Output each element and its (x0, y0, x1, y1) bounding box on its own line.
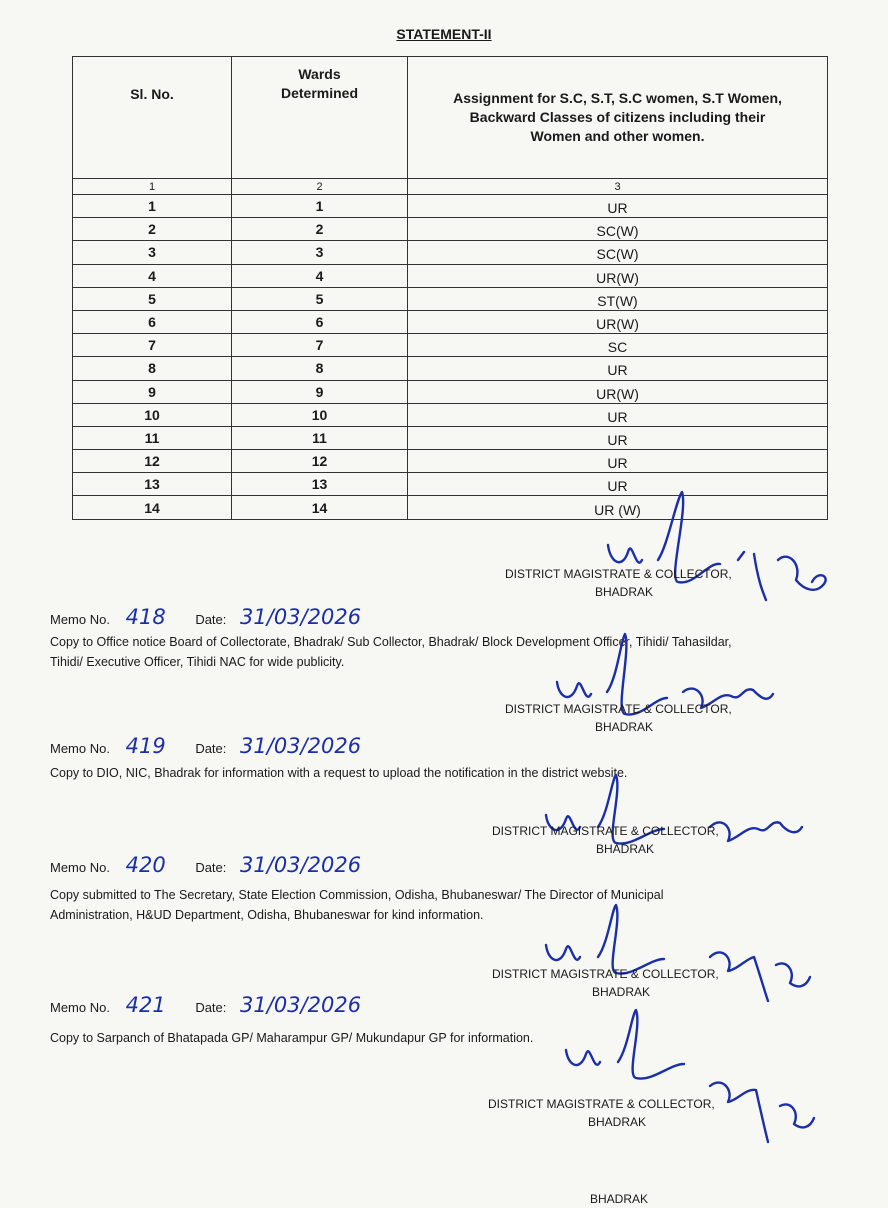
memo-text-line: Copy to DIO, NIC, Bhadrak for information with a request to upload the notification in the district website. (50, 766, 628, 780)
sl-no: 2 (73, 218, 232, 241)
signatory-title: DISTRICT MAGISTRATE & COLLECTOR, (488, 1097, 715, 1111)
sl-no: 7 (73, 334, 232, 357)
memo-line-420 (50, 853, 361, 877)
table-row (73, 287, 828, 310)
date-label: Date: (195, 612, 227, 627)
ward-assignment-table (72, 56, 828, 520)
header-assignment: Assignment for S.C, S.T, S.C women, S.T Women, Backward Classes of citizens including their Women and other women. (408, 57, 828, 179)
memo-date: 31/03/2026 (240, 605, 362, 629)
assignment: UR (408, 195, 828, 218)
signatory-block-3 (492, 822, 719, 858)
sl-no: 6 (73, 310, 232, 333)
memo-label: Memo No. (50, 612, 110, 627)
footer-fragment: BHADRAK (590, 1192, 649, 1206)
sl-no: 3 (73, 241, 232, 264)
memo-number: 418 (125, 605, 166, 629)
signatory-title: DISTRICT MAGISTRATE & COLLECTOR, (505, 567, 732, 581)
memo-text-line: Administration, H&UD Department, Odisha, Bhubaneswar for kind information. (50, 908, 484, 922)
ward-number: 14 (232, 496, 408, 519)
ward-number: 3 (232, 241, 408, 264)
signatory-block-1 (505, 565, 732, 601)
sl-no: 1 (73, 195, 232, 218)
signatory-block-2 (505, 700, 732, 736)
memo-line-418 (50, 605, 361, 629)
sl-no: 5 (73, 287, 232, 310)
column-number: 1 (73, 179, 232, 195)
memo-label: Memo No. (50, 860, 110, 875)
sl-no: 12 (73, 450, 232, 473)
table-row (73, 310, 828, 333)
ward-number: 1 (232, 195, 408, 218)
assignment: UR (408, 403, 828, 426)
ward-number: 13 (232, 473, 408, 496)
signatory-place: BHADRAK (595, 720, 654, 734)
signatory-title: DISTRICT MAGISTRATE & COLLECTOR, (492, 967, 719, 981)
header-sl-no: Sl. No. (73, 57, 232, 179)
assignment: UR (408, 450, 828, 473)
signatory-place: BHADRAK (595, 585, 654, 599)
ward-number: 11 (232, 426, 408, 449)
assignment: ST(W) (408, 287, 828, 310)
signatory-title: DISTRICT MAGISTRATE & COLLECTOR, (505, 702, 732, 716)
ward-number: 12 (232, 450, 408, 473)
sl-no: 8 (73, 357, 232, 380)
sl-no: 4 (73, 264, 232, 287)
assignment: UR(W) (408, 380, 828, 403)
table-row (73, 357, 828, 380)
sl-no: 13 (73, 473, 232, 496)
date-label: Date: (195, 1000, 227, 1015)
ward-number: 7 (232, 334, 408, 357)
memo-label: Memo No. (50, 1000, 110, 1015)
assignment: UR (408, 357, 828, 380)
assignment: SC(W) (408, 218, 828, 241)
signatory-place: BHADRAK (596, 842, 655, 856)
memo-number: 419 (125, 734, 166, 758)
memo-text-line: Copy submitted to The Secretary, State Election Commission, Odisha, Bhubaneswar/ The Director of Municipal (50, 888, 664, 902)
date-label: Date: (195, 860, 227, 875)
ward-number: 10 (232, 403, 408, 426)
memo-text-line: Copy to Sarpanch of Bhatapada GP/ Maharampur GP/ Mukundapur GP for information. (50, 1031, 534, 1045)
table-row (73, 195, 828, 218)
assignment: UR(W) (408, 310, 828, 333)
memo-text-line: Copy to Office notice Board of Collectorate, Bhadrak/ Sub Collector, Bhadrak/ Block Development Officer, Tihidi/ Tahasildar, (50, 635, 732, 649)
memo-label: Memo No. (50, 741, 110, 756)
table-row (73, 264, 828, 287)
ward-number: 2 (232, 218, 408, 241)
header-wards-determined: Wards Determined (232, 57, 408, 179)
memo-text-line: Tihidi/ Executive Officer, Tihidi NAC for wide publicity. (50, 655, 345, 669)
memo-date: 31/03/2026 (240, 993, 362, 1017)
ward-number: 9 (232, 380, 408, 403)
ward-number: 8 (232, 357, 408, 380)
ward-number: 4 (232, 264, 408, 287)
sl-no: 10 (73, 403, 232, 426)
assignment: UR (408, 426, 828, 449)
table-row (73, 334, 828, 357)
table-header-row (73, 57, 828, 179)
table-row (73, 241, 828, 264)
ward-number: 5 (232, 287, 408, 310)
signatory-block-5 (488, 1095, 715, 1131)
signatory-title: DISTRICT MAGISTRATE & COLLECTOR, (492, 824, 719, 838)
table-row (73, 218, 828, 241)
signatory-block-4 (492, 965, 719, 1001)
sl-no: 11 (73, 426, 232, 449)
ward-number: 6 (232, 310, 408, 333)
memo-number: 421 (125, 993, 166, 1017)
column-number: 2 (232, 179, 408, 195)
memo-date: 31/03/2026 (240, 853, 362, 877)
statement-title: STATEMENT-II (396, 26, 492, 42)
assignment: UR (W) (408, 496, 828, 519)
signatory-place: BHADRAK (592, 985, 651, 999)
memo-date: 31/03/2026 (240, 734, 362, 758)
sl-no: 9 (73, 380, 232, 403)
assignment: UR (408, 473, 828, 496)
assignment: UR(W) (408, 264, 828, 287)
assignment: SC(W) (408, 241, 828, 264)
column-number: 3 (408, 179, 828, 195)
table-row (73, 403, 828, 426)
signatory-place: BHADRAK (588, 1115, 647, 1129)
assignment: SC (408, 334, 828, 357)
memo-line-421 (50, 993, 361, 1017)
table-row (73, 450, 828, 473)
memo-number: 420 (125, 853, 166, 877)
memo-line-419 (50, 734, 361, 758)
column-number-row (73, 179, 828, 195)
table-row (73, 426, 828, 449)
table-row (73, 380, 828, 403)
sl-no: 14 (73, 496, 232, 519)
date-label: Date: (195, 741, 227, 756)
